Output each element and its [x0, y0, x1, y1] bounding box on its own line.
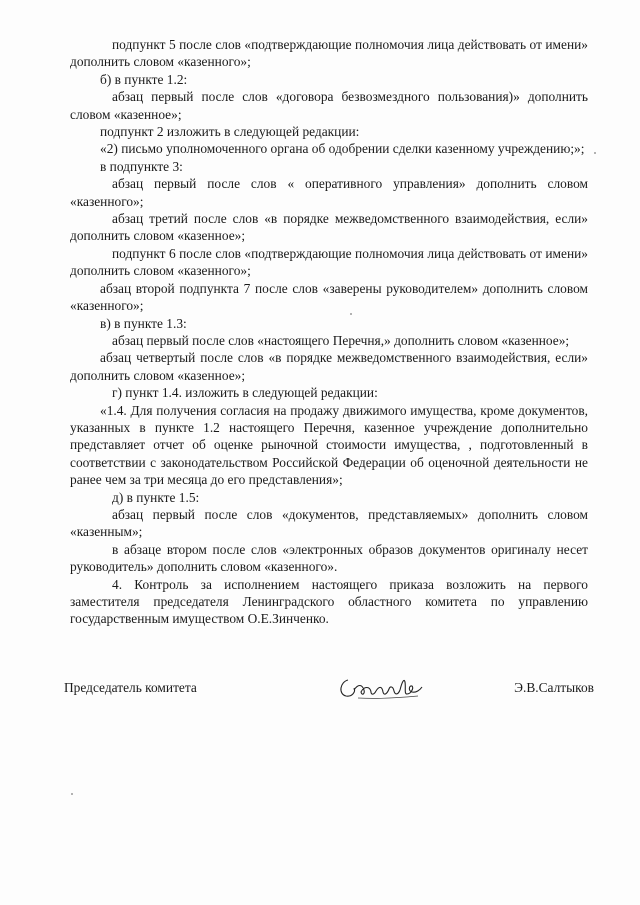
- scan-speck: [350, 313, 352, 315]
- paragraph-second-abzac-1-5: в абзаце втором после слов «электронных образов документов оригиналу несет руководитель» дополнить словом «казенного».: [70, 541, 588, 575]
- paragraph-second-abzac-7: абзац второй подпункта 7 после слов «заверены руководителем» дополнить словом «казенного»;: [70, 280, 588, 314]
- paragraph-d-point-1-5: д) в пункте 1.5:: [112, 489, 200, 505]
- paragraph-point-1-4-text: «1.4. Для получения согласия на продажу движимого имущества, кроме документов, указанных в пункте 1.2 настоящего Перечня, казенное учреждение дополнительно представляет отчет об оценке рыночной стоимости имущества, , подготовленный в соответствии с законодательством Российской Федерации об оценочной деятельности не ранее чем за три месяца до его представления»;: [70, 402, 588, 488]
- paragraph-first-abzac-1-5: абзац первый после слов «документов, представляемых» дополнить словом «казенным»;: [70, 506, 588, 540]
- paragraph-first-abzac-1-2: абзац первый после слов «договора безвозмездного пользования)» дополнить словом «казенное»;: [70, 89, 588, 122]
- paragraph-subpoint-5: подпункт 5 после слов «подтверждающие полномочия лица действовать от имени» дополнить словом «казенного»;: [70, 37, 588, 70]
- signatory-name: Э.В.Салтыков: [514, 680, 594, 695]
- paragraph-b-point-1-2: б) в пункте 1.2:: [100, 71, 188, 87]
- signature-row: [64, 680, 594, 706]
- scan-speck: [71, 793, 73, 795]
- paragraph-subpoint-3-heading: в подпункте 3:: [100, 158, 183, 174]
- scan-speck: [594, 152, 596, 154]
- paragraph-third-abzac-3: абзац третий после слов «в порядке межведомственного взаимодействия, если» дополнить словом «казенное»;: [70, 211, 588, 244]
- handwritten-signature-icon: [334, 672, 426, 702]
- paragraph-v-point-1-3: в) в пункте 1.3:: [100, 315, 187, 331]
- document-body: [70, 36, 588, 628]
- paragraph-subpoint-6: подпункт 6 после слов «подтверждающие полномочия лица действовать от имени» дополнить словом «казенного»;: [70, 245, 588, 279]
- paragraph-first-abzac-3: абзац первый после слов « оперативного управления» дополнить словом «казенного»;: [70, 176, 588, 209]
- paragraph-point-4-control: 4. Контроль за исполнением настоящего приказа возложить на первого заместителя председателя Ленинградского областного комитета по управлению государственным имуществом О.Е.Зинченко.: [70, 576, 588, 627]
- signatory-role: Председатель комитета: [64, 680, 197, 695]
- paragraph-subpoint-2-heading: подпункт 2 изложить в следующей редакции:: [100, 124, 360, 140]
- paragraph-first-abzac-1-3: абзац первый после слов «настоящего Перечня,» дополнить словом «казенное»;: [112, 332, 570, 348]
- paragraph-g-point-1-4: г) пункт 1.4. изложить в следующей редакции:: [112, 385, 378, 401]
- paragraph-fourth-abzac-1-3: абзац четвертый после слов «в порядке межведомственного взаимодействия, если» дополнить словом «казенное»;: [70, 350, 588, 383]
- paragraph-subpoint-2-text: «2) письмо уполномоченного органа об одобрении сделки казенному учреждению;»;: [100, 141, 585, 157]
